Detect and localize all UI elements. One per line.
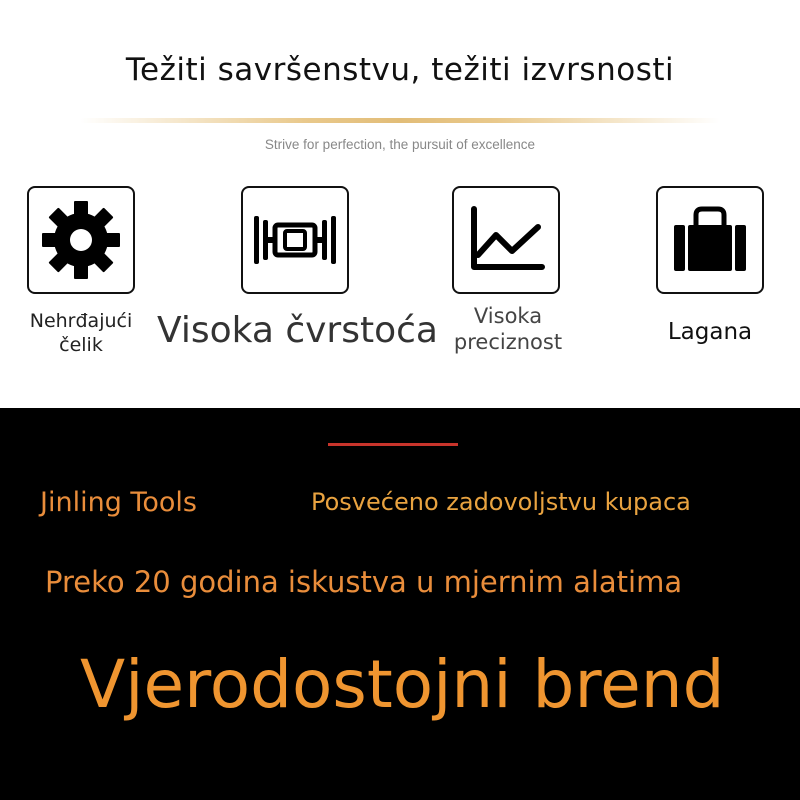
feature-label-line: preciznost xyxy=(453,330,563,355)
feature-lightweight xyxy=(656,186,764,294)
brand-name: Jinling Tools xyxy=(40,487,197,518)
gear-icon xyxy=(39,198,123,282)
feature-label-stainless-steel xyxy=(17,310,145,358)
bag-icon xyxy=(671,205,749,275)
barbell-icon xyxy=(252,210,338,270)
line-chart-icon xyxy=(466,205,546,275)
feature-stainless-steel xyxy=(27,186,135,294)
feature-label-high-strength: Visoka čvrstoća xyxy=(157,310,438,351)
brand-section xyxy=(0,408,800,800)
feature-label-line: čelik xyxy=(59,333,103,356)
feature-label-high-precision xyxy=(438,303,578,356)
feature-high-strength xyxy=(241,186,349,294)
feature-high-precision xyxy=(452,186,560,294)
brand-dedication: Posvećeno zadovoljstvu kupaca xyxy=(311,488,691,516)
brand-experience: Preko 20 godina iskustva u mjernim alatima xyxy=(45,565,683,599)
gold-divider xyxy=(80,118,720,123)
feature-label-lightweight: Lagana xyxy=(667,319,753,345)
red-divider xyxy=(328,443,458,446)
brand-tagline: Vjerodostojni brend xyxy=(80,646,725,723)
page-subtitle: Strive for perfection, the pursuit of excellence xyxy=(264,137,536,152)
page-title: Težiti savršenstvu, težiti izvrsnosti xyxy=(125,52,675,88)
feature-label-line: Nehrđajući xyxy=(29,310,133,332)
feature-label-line: Visoka xyxy=(473,304,543,328)
